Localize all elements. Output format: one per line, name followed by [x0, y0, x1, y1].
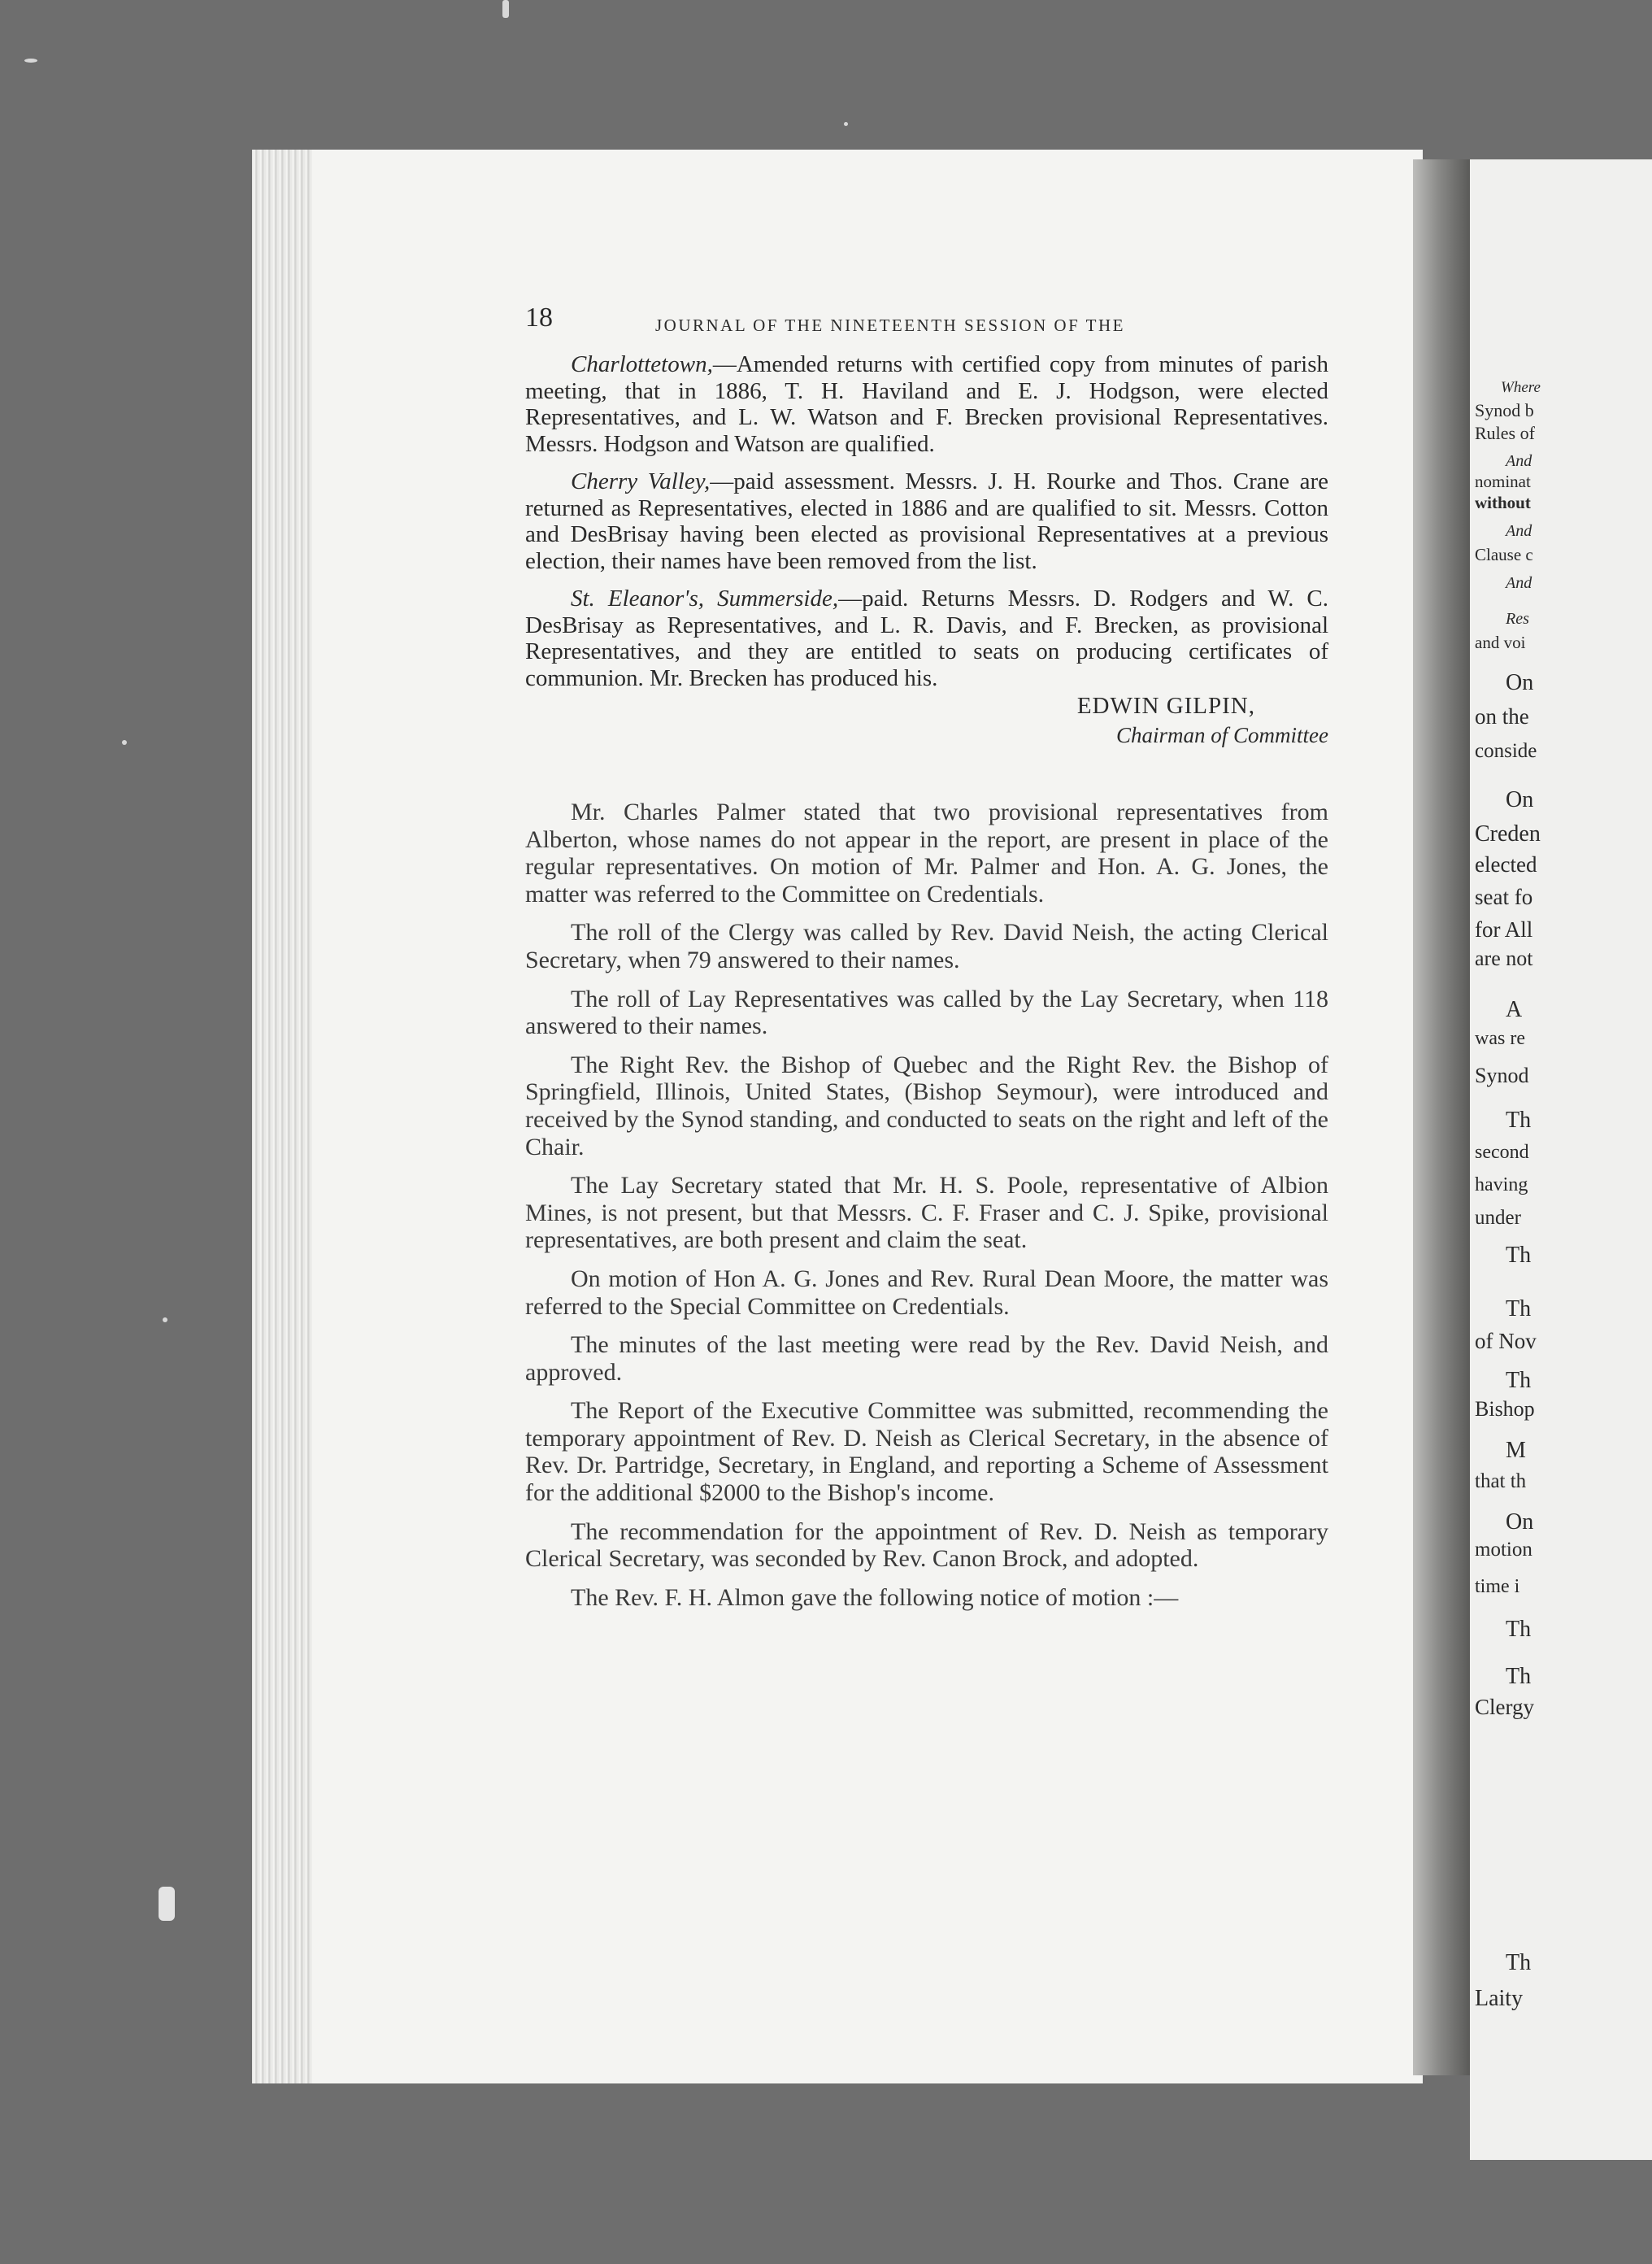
report-paragraph	[525, 586, 1328, 691]
facing-page-fragment: Synod	[1475, 1064, 1529, 1087]
proceedings-paragraph: Mr. Charles Palmer stated that two provisional representatives from Alberton, whose names do not appear in the report, are present in place of the regular representatives. On motion of Mr. Palmer and Hon. A. G. Jones, the matter was referred to the Committee on Credentials.	[525, 799, 1328, 908]
proceedings-paragraph: The recommendation for the appointment of Rev. D. Neish as temporary Clerical Secretary, was seconded by Rev. Canon Brock, and adopted.	[525, 1517, 1328, 1573]
signature-title: Chairman of Committee	[1116, 723, 1328, 747]
facing-page-fragment: And	[1506, 574, 1532, 592]
proceedings-paragraph: The Lay Secretary stated that Mr. H. S. Poole, representative of Albion Mines, is not present, but that Messrs. C. F. Fraser and C. J. Spike, provisional representatives, are both present and claim the seat.	[525, 1172, 1328, 1254]
scan-speck	[159, 1887, 175, 1921]
book-gutter	[1413, 159, 1470, 2075]
facing-page-fragment: Bishop	[1475, 1397, 1535, 1421]
signature-name: EDWIN GILPIN,	[1076, 693, 1255, 719]
report-text: —paid. Returns Messrs. D. Rodgers and W. C. DesBrisay as Representatives, and L. R. Davis, and F. Brecken, as provisional Representatives, and they are entitled to seats on producing certificates of communion. Mr. Brecken has produced his.	[525, 586, 1328, 691]
facing-page-fragment: Synod b	[1475, 400, 1534, 420]
page-number: 18	[525, 303, 553, 333]
facing-page-fragment: was re	[1475, 1028, 1525, 1049]
scan-speck	[844, 122, 848, 126]
facing-page-fragment: conside	[1475, 740, 1537, 762]
facing-page-fragment: Res	[1506, 610, 1529, 628]
facing-page-fragment: A	[1506, 997, 1523, 1022]
facing-page-fragment: motion	[1475, 1539, 1532, 1561]
proceedings-paragraph: The roll of the Clergy was called by Rev. David Neish, the acting Clerical Secretary, when 79 answered to their names.	[525, 919, 1328, 973]
proceedings-paragraph: The Right Rev. the Bishop of Quebec and the Right Rev. the Bishop of Springfield, Illinois, United States, (Bishop Seymour), were introduced and received by the Synod standing, and conducted to seats on the right and left of the Chair.	[525, 1051, 1328, 1160]
facing-page-fragment: for All	[1475, 917, 1533, 942]
facing-page-fragment: and voi	[1475, 633, 1526, 652]
facing-page-fragment: Laity	[1475, 1986, 1524, 2011]
proceedings-paragraph: The roll of Lay Representatives was called by the Lay Secretary, when 118 answered to their names.	[525, 985, 1328, 1040]
facing-page-fragment: time i	[1475, 1576, 1520, 1597]
facing-page-fragment: Th	[1506, 1664, 1532, 1689]
running-head: JOURNAL OF THE NINETEENTH SESSION OF THE	[655, 316, 1125, 335]
facing-page-fragment: M	[1506, 1438, 1526, 1463]
facing-page-fragment: Where	[1501, 379, 1541, 396]
facing-page-fragment: seat fo	[1475, 885, 1533, 909]
facing-page-fragment: second	[1475, 1142, 1529, 1163]
report-paragraph	[525, 468, 1328, 574]
parish-name: St. Eleanor's, Summerside,	[571, 586, 839, 612]
proceedings-paragraph: The minutes of the last meeting were read by the Rev. David Neish, and approved.	[525, 1331, 1328, 1386]
proceedings	[525, 799, 1328, 1611]
facing-page-fragment: Th	[1506, 1243, 1532, 1268]
page-header	[525, 303, 1328, 351]
facing-page-fragment: And	[1506, 452, 1532, 470]
facing-page-fragment: On	[1506, 670, 1534, 695]
facing-page-fragment: Clergy	[1475, 1695, 1534, 1719]
facing-page-fragment: are not	[1475, 947, 1533, 970]
facing-page-fragment: elected	[1475, 852, 1537, 877]
facing-page-fragment: Th	[1506, 1617, 1532, 1642]
report-text: —paid assessment. Messrs. J. H. Rourke and Thos. Crane are returned as Representatives, elected in 1886 and are qualified to sit. Messrs. Cotton and DesBrisay having been elected as provisional Representatives at a previous election, their names have been removed from the list.	[525, 468, 1328, 574]
scan-speck	[122, 740, 127, 745]
facing-page-fragment: And	[1506, 522, 1532, 540]
facing-page-fragment: without	[1475, 493, 1531, 512]
facing-page-fragment: On	[1506, 1509, 1534, 1535]
parish-name: Charlottetown,	[571, 351, 713, 377]
facing-page-fragment: Rules of	[1475, 423, 1535, 443]
page-edges	[252, 150, 312, 2083]
proceedings-paragraph: The Rev. F. H. Almon gave the following notice of motion :—	[571, 1583, 1179, 1611]
proceedings-paragraph: On motion of Hon A. G. Jones and Rev. Rural Dean Moore, the matter was referred to the Special Committee on Credentials.	[525, 1265, 1328, 1320]
facing-page-fragment: that th	[1475, 1470, 1527, 1492]
facing-page-fragment: nominat	[1475, 472, 1531, 491]
report-text: —Amended returns with certified copy from minutes of parish meeting, that in 1886, T. H. Haviland and E. J. Hodgson, were elected Representatives, and L. W. Watson and F. Brecken provisional Representatives. Messrs. Hodgson and Watson are qualified.	[525, 351, 1328, 457]
facing-page-fragment: under	[1475, 1207, 1521, 1229]
facing-page-fragment: having	[1475, 1174, 1528, 1195]
scan-speck	[502, 0, 509, 18]
page-content	[525, 303, 1328, 1622]
facing-page	[1470, 159, 1652, 2160]
facing-page-fragment: Th	[1506, 1950, 1532, 1975]
scan-speck	[163, 1317, 167, 1322]
facing-page-fragment: Clause c	[1475, 545, 1533, 564]
scan-speck	[24, 59, 37, 63]
facing-page-fragment: Th	[1506, 1108, 1532, 1133]
report-paragraph	[525, 351, 1328, 457]
facing-page-fragment: On	[1506, 787, 1534, 812]
facing-page-fragment: Creden	[1475, 821, 1541, 847]
committee-report	[525, 351, 1328, 750]
parish-name: Cherry Valley,	[571, 468, 711, 494]
facing-page-fragment: on the	[1475, 704, 1529, 729]
facing-page-fragment: of Nov	[1475, 1329, 1537, 1353]
facing-page-fragment: Th	[1506, 1368, 1532, 1393]
proceedings-paragraph: The Report of the Executive Committee was submitted, recommending the temporary appointment of Rev. D. Neish as Clerical Secretary, in the absence of Rev. Dr. Partridge, Secretary, in England, and reporting a Scheme of Assessment for the additional $2000 to the Bishop's income.	[525, 1397, 1328, 1507]
facing-page-fragment: Th	[1506, 1296, 1532, 1321]
